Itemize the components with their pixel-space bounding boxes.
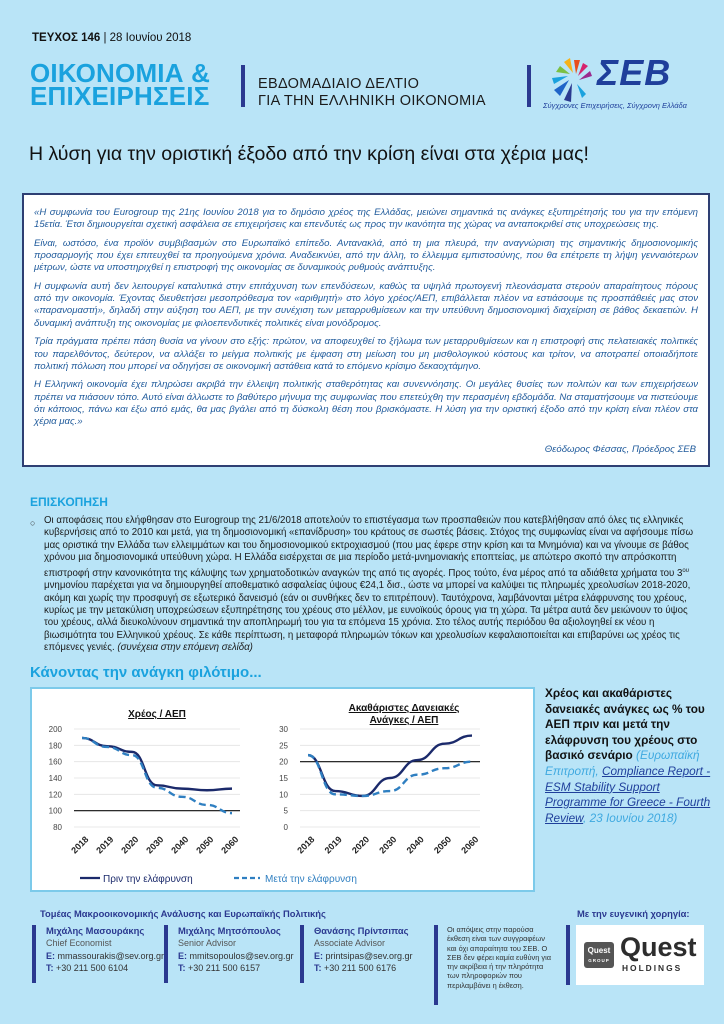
- contact-phone-line: [46, 962, 164, 974]
- chart-title: Ανάγκες / ΑΕΠ: [369, 715, 439, 726]
- overview-text-part2: μνημονίου παρέχεται για να δημιουργηθεί αποθεματικό ασφαλείας ύψους €24,1 δισ., ώστε να μπορεί να καλύψει τις πληρωμές χρεολυσίων 2018-2020, ακόμη και χωρίς την προσφυγή σε εξωτερικό δανεισμό (εάν οι συνθήκες δεν το επιτρέπουν). Ταυτόχρονα, λαμβάνονται μέτρα ελάφρυνσης του χρέους, κυρίως με την μετακύλιση υποχρεώσεων εξυπηρέτησης του χρέους στο μέλλον, με ευνοϊκούς όρους για τη χώρα. Τα μέτρα αυτά δεν μειώνουν το ύψος του χρέους, αλλά διευκολύνουν σημαντικά την αποπληρωμή του για τα επόμενα 15 χρόνια. Στο τέλος αυτής περιόδου θα αξιολογηθεί εκ νέου η βιωσιμότητα του Ελληνικού χρέους. Σε κάθε περίπτωση, η μεταφορά πληρωμών τόκων και χρεολυσίων κεφαλαιοποιείται και επιβαρύνει ως χρέος τις επόμενες γενιές.: [44, 580, 691, 654]
- contact-phone: +30 211 500 6176: [324, 963, 397, 973]
- y-tick-label: 20: [279, 757, 288, 767]
- x-tick-label: 2030: [144, 834, 166, 856]
- quote-paragraph: «Η συμφωνία του Eurogroup της 21ης Ιουνίου 2018 για το δημόσιο χρέος της Ελλάδας, μειώνει σημαντικά τις ανάγκες εξυπηρέτησής του για την επόμενη 15ετία. Έτσι δημιουργείται σχετική ασφάλεια σε επιχειρήσεις και επενδυτές ως προς την ικανότητα της χώρας να ανταποκριθεί στις υποχρεώσεις της.: [34, 207, 698, 231]
- team-heading: Τομέας Μακροοικονομικής Ανάλυσης και Ευρωπαϊκής Πολιτικής: [40, 908, 326, 919]
- contact-role: Chief Economist: [46, 938, 112, 948]
- masthead-title: [30, 58, 211, 111]
- disclaimer: Οι απόψεις στην παρούσα έκθεση είναι των συγγραφέων και όχι απαραίτητα του ΣΕΒ. Ο ΣΕΒ δεν φέρει καμία ευθύνη για την ακρίβεια ή την πληρότητα των πληροφοριών που περιλαμβάνει η έκθεση.: [434, 925, 554, 1005]
- contact-name: Μιχάλης Μασουράκης: [46, 925, 145, 936]
- chart-source-prefix: (Ευρωπαϊκή Επιτροπή,: [545, 748, 700, 778]
- contact-email[interactable]: mmassourakis@sev.org.gr: [57, 951, 165, 961]
- y-tick-label: 5: [283, 806, 288, 816]
- phone-label: T:: [46, 963, 54, 973]
- overview-text: [44, 515, 698, 655]
- chart-source-link[interactable]: Compliance Report - ESM Stability Support Programme for Greece - Fourth Review: [545, 763, 711, 825]
- issue-line: [32, 32, 191, 44]
- quest-holdings-name: Quest: [620, 932, 697, 962]
- logo-tagline: Σύγχρονες Επιχειρήσεις, Σύγχρονη Ελλάδα: [543, 101, 687, 110]
- y-tick-label: 160: [48, 757, 62, 767]
- masthead-divider-2: [527, 65, 531, 107]
- quest-holdings-sub: HOLDINGS: [622, 963, 683, 973]
- headline: Η λύση για την οριστική έξοδο από την κρίση είναι στα χέρια μας!: [29, 143, 589, 165]
- contact-phone-line: [178, 962, 294, 974]
- overview-text-part1: Οι αποφάσεις που ελήφθησαν στο Eurogroup της 21/6/2018 αποτελούν το επιστέγασμα των προσπαθειών που κατεβλήθησαν από όλες τις ελληνικές κυβερνήσεις από το 2010 και μετά, για τη δημοσιονομική «επανίδρυση» του κράτους σε σωστές βάσεις. Στόχος της συμφωνίας είναι να αφήσουμε πίσω μας οριστικά την Ελλάδα των ελλειμμάτων και του δημοσιονομικού εκτροχιασμού (που μας έφερε στην κρίση και τα Μνημόνια) και να γίνουμε σε βάθος χρόνου μια δημοσιονομικά υπεύθυνη χώρα. Η Ελλάδα εισέρχεται σε μια περίοδο μετά-μνημονιακής εποπτείας, με απώτερο σκοπό την απρόσκοπτη επιστροφή στην κανονικότητα της κάλυψης των χρηματοδοτικών αναγκών της από τις αγορές. Προς τούτο, ένα μέρος από τα αδιάθετα χρήματα του 3: [44, 515, 694, 579]
- x-tick-label: 2060: [219, 834, 241, 856]
- x-tick-label: 2019: [322, 834, 344, 856]
- contact-email-line: [314, 950, 413, 962]
- chart-caption: [545, 686, 715, 826]
- y-tick-label: 140: [48, 774, 62, 783]
- contact-name: Θανάσης Πρίντσιπας: [314, 925, 409, 936]
- masthead-title-line2: ΕΠΙΧΕΙΡΗΣΕΙΣ: [30, 81, 210, 111]
- ordinal-superscript: ου: [682, 567, 690, 574]
- contact-card: [300, 925, 413, 983]
- y-tick-label: 10: [279, 790, 288, 800]
- contact-card: [164, 925, 294, 983]
- masthead-subtitle: [258, 76, 486, 110]
- issue-number: ΤΕΥΧΟΣ 146: [32, 32, 101, 44]
- continued-note: (συνέχεια στην επόμενη σελίδα): [117, 642, 253, 654]
- contact-email[interactable]: mmitsopoulos@sev.org.gr: [189, 951, 294, 961]
- y-tick-label: 200: [48, 725, 62, 734]
- charts-svg: [32, 689, 533, 890]
- x-tick-label: 2040: [404, 834, 426, 856]
- email-label: E:: [178, 951, 187, 961]
- contact-email[interactable]: printsipas@sev.org.gr: [325, 951, 413, 961]
- chart-caption-text: Χρέος και ακαθάριστες δανειακές ανάγκες ως % του ΑΕΠ πριν και μετά την ελάφρυνση του χρέους στο βασικό σενάριο: [545, 686, 705, 763]
- phone-label: T:: [178, 963, 186, 973]
- y-tick-label: 30: [279, 725, 288, 734]
- circle-bullet-icon: ○: [30, 518, 36, 528]
- legend-label-after: Μετά την ελάφρυνση: [265, 874, 357, 885]
- contact-role: Associate Advisor: [314, 938, 386, 948]
- x-tick-label: 2050: [194, 834, 216, 856]
- email-label: E:: [314, 951, 323, 961]
- quote-paragraph: Τρία πράγματα πρέπει πάση θυσία να γίνουν στο εξής: πρώτον, να αποφευχθεί το ξήλωμα των μεταρρυθμίσεων και η επιστροφή στις πελατειακές πολιτικές του παρελθόντος, δεύτερον, να αλλάξει το μείγμα πολιτικής με έμφαση στη μείωση του μη μισθολογικού κόστους και τρίτον, να αποτραπεί οποιαδήποτε πολιτική πόλωση που μπορεί να οδηγήσει σε οικονομική αστάθεια κατά το επόμενο κρίσιμο δεκαοχτάμηνο.: [34, 336, 698, 372]
- chart-section-heading: Κάνοντας την ανάγκη φιλότιμο...: [30, 664, 262, 681]
- quest-group-label: Quest: [587, 946, 611, 955]
- masthead-divider: [241, 65, 245, 107]
- quest-group-sub: GROUP: [588, 958, 610, 963]
- overview-section: [30, 515, 698, 655]
- contact-card: [32, 925, 164, 983]
- y-tick-label: 15: [279, 774, 288, 783]
- x-tick-label: 2060: [459, 834, 481, 856]
- y-tick-label: 180: [48, 741, 62, 751]
- x-tick-label: 2020: [119, 834, 141, 856]
- sponsor-divider: [566, 925, 570, 985]
- series-line-after: [82, 738, 232, 813]
- x-tick-label: 2018: [295, 834, 317, 856]
- x-tick-label: 2030: [377, 834, 399, 856]
- quest-group-logo-icon: [584, 942, 614, 968]
- masthead-subtitle-line2: ΓΙΑ ΤΗΝ ΕΛΛΗΝΙΚΗ ΟΙΚΟΝΟΜΙΑ: [258, 93, 486, 109]
- chart-title: Ακαθάριστες Δανειακές: [348, 703, 460, 714]
- y-tick-label: 100: [48, 806, 62, 816]
- issue-separator: |: [100, 32, 110, 44]
- masthead-subtitle-line1: ΕΒΔΟΜΑΔΙΑΙΟ ΔΕΛΤΙΟ: [258, 76, 420, 92]
- x-tick-label: 2020: [349, 834, 372, 856]
- x-tick-label: 2018: [69, 834, 91, 856]
- contact-phone: +30 211 500 6104: [56, 963, 129, 973]
- contact-name: Μιχάλης Μητσόπουλος: [178, 925, 281, 936]
- y-tick-label: 120: [48, 790, 62, 800]
- series-line-before: [308, 736, 472, 796]
- issue-date: 28 Ιουνίου 2018: [109, 32, 192, 44]
- contact-phone-line: [314, 962, 413, 974]
- legend-label-before: Πριν την ελάφρυνση: [103, 874, 193, 885]
- overview-heading: ΕΠΙΣΚΟΠΗΣΗ: [30, 495, 108, 509]
- phone-label: T:: [314, 963, 322, 973]
- contact-email-line: [46, 950, 164, 962]
- email-label: E:: [46, 951, 55, 961]
- quote-paragraph: Η συμφωνία αυτή δεν λειτουργεί καταλυτικά στην επιτάχυνση των επενδύσεων, καθώς τα υψηλά πρωτογενή πλεονάσματα στερούν απαραίτητους πόρους από την οικονομία. Έχοντας διευθετήσει μεσοπρόθεσμα τον «αριθμητή» στο λόγο χρέος/ΑΕΠ, επιβάλλεται πλέον να εστιάσουμε τις προσπάθειές μας στον «παρανομαστή», δηλαδή στην αύξηση του ΑΕΠ, με την συνέχιση των μεταρρυθμίσεων και την υπεύθυνη δημοσιονομική διαχείριση σε βάθος δεκαετιών. Η δυναμική ανάπτυξη της οικονομίας με φιλοεπενδυτικές πολιτικές είναι μονόδρομος.: [34, 281, 698, 329]
- contact-email-line: [178, 950, 294, 962]
- chart-box: [30, 687, 535, 892]
- logo-text: ΣΕΒ: [597, 52, 672, 93]
- quote-paragraph: Είναι, ωστόσο, ένα προϊόν συμβιβασμών στο Ευρωπαϊκό επίπεδο. Αντανακλά, από τη μια πλευρά, την αναγνώριση της σημαντικής δημοσιονομικής προσαρμογής που έχει επιτευχθεί τα προηγούμενα χρόνια. Αναδεικνύει, από την άλλη, το έλλειμμα εμπιστοσύνης, που θα επέτρεπε τη λήψη γενναιότερων μέτρων, ώστε να υποστηριχθεί η επιστροφή της οικονομίας σε δυναμικούς ρυθμούς ανάπτυξης.: [34, 237, 698, 274]
- contact-phone: +30 211 500 6157: [188, 963, 261, 973]
- y-tick-label: 25: [279, 741, 288, 751]
- quote-signature: Θεόδωρος Φέσσας, Πρόεδρος ΣΕΒ: [544, 444, 696, 455]
- quote-box: [22, 193, 710, 467]
- x-tick-label: 2040: [169, 834, 191, 856]
- y-tick-label: 0: [283, 823, 288, 832]
- x-tick-label: 2019: [94, 834, 116, 856]
- quote-paragraph: Η Ελληνική οικονομία έχει πληρώσει ακριβά την έλλειψη πολιτικής σταθερότητας και συνεννόησης. Οι μεγάλες θυσίες των πολιτών και των επιχειρήσεων πρέπει να πιάσουν τόπο. Αυτό είναι άλλωστε το βαθύτερο μήνυμα της συμφωνίας που επετεύχθη την περασμένη εβδομάδα. Να σταματήσουμε να πιστεύουμε ότι κάποιος, πάνω και έξω από εμάς, θα μας βγάλει από τη δύσκολη θέση που βρισκόμαστε. Η λύση για την οριστική έξοδο από την κρίση είναι πλέον στα χέρια μας.»: [34, 379, 698, 428]
- sponsor-heading: Με την ευγενική χορηγία:: [577, 908, 690, 919]
- x-tick-label: 2050: [431, 834, 454, 856]
- contact-role: Senior Advisor: [178, 938, 237, 948]
- chart-title: Χρέος / ΑΕΠ: [128, 709, 186, 720]
- chart-source-suffix: , 23 Ιουνίου 2018): [583, 810, 678, 825]
- y-tick-label: 80: [53, 823, 62, 832]
- masthead-title-line1: ΟΙΚΟΝΟΜΙΑ &: [30, 58, 211, 88]
- sponsor-logo: [576, 925, 704, 985]
